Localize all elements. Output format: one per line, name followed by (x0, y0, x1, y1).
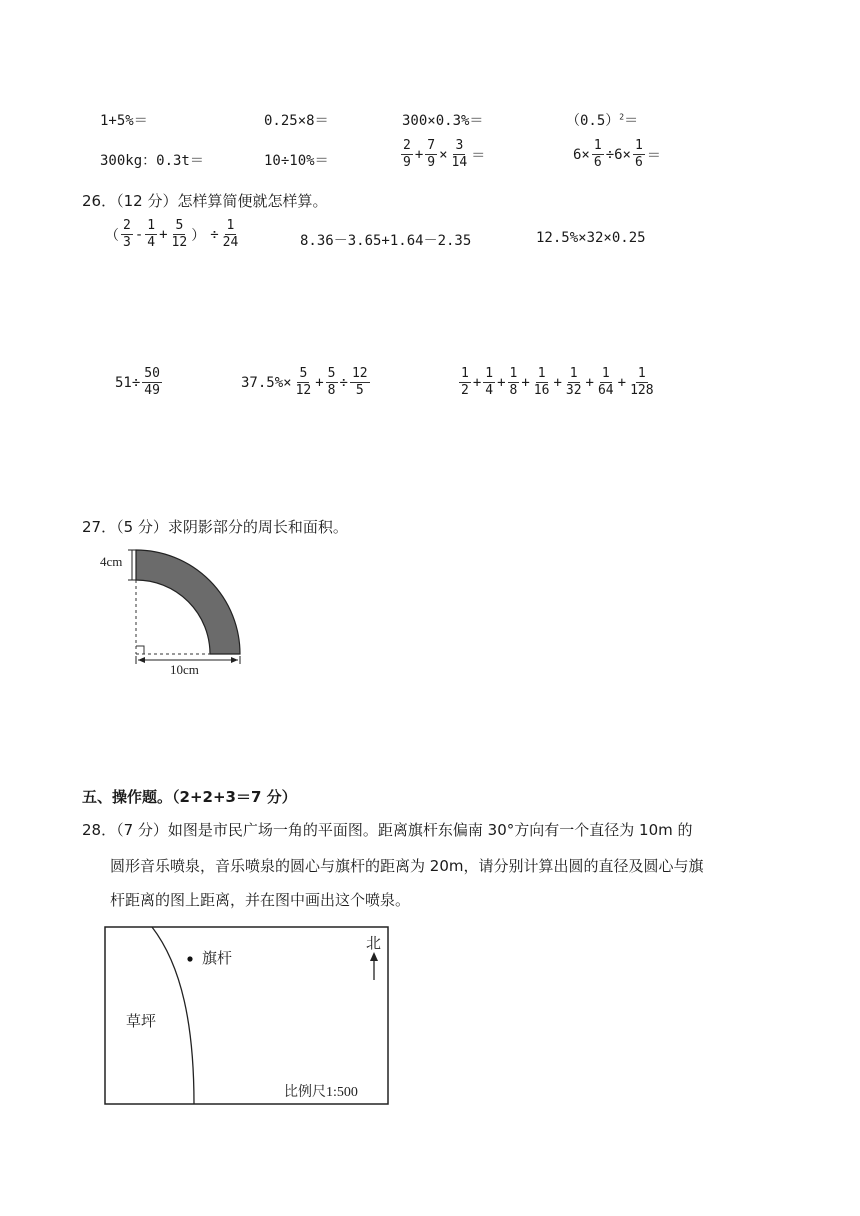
numerator: 1 (601, 366, 610, 381)
shaded-ring-figure (98, 544, 248, 676)
denominator: 49 (144, 383, 160, 398)
flagpole-dot-icon (187, 956, 192, 961)
denominator: 9 (403, 155, 411, 170)
plaza-map (104, 926, 390, 1106)
numerator: 1 (509, 366, 518, 381)
numerator: 1 (226, 218, 235, 233)
denominator: 8 (509, 383, 518, 398)
arrow-right-icon (231, 657, 238, 663)
q26-calc-3: 12.5%×32×0.25 (536, 230, 646, 246)
numerator: 12 (351, 366, 368, 381)
numerator: 7 (427, 138, 436, 153)
fraction (564, 367, 584, 398)
calc-2-3 (400, 139, 486, 170)
fraction (142, 367, 162, 398)
fraction (326, 367, 338, 398)
numerator: 1 (537, 366, 546, 381)
plus-sign: + (617, 374, 627, 391)
denominator: 12 (171, 235, 188, 250)
plus-sign: + (414, 146, 424, 163)
operator-text: 51÷ (115, 374, 141, 391)
fraction (121, 219, 133, 250)
plus-sign: + (472, 374, 482, 391)
operator-text: 6× (573, 146, 590, 163)
divide-sign: ÷ (210, 226, 219, 243)
fraction (532, 367, 552, 398)
q26-calc-2: 8.36－3.65+1.64－2.35 (300, 233, 472, 249)
calc-1-4-base: （0.5） (566, 113, 620, 129)
numerator: 1 (637, 366, 646, 381)
numerator: 1 (485, 366, 494, 381)
calc-1-4 (566, 110, 638, 130)
operator-text: 37.5%× (241, 374, 292, 391)
divide-sign: ÷ (339, 374, 348, 391)
numerator: 1 (593, 138, 602, 153)
fraction (221, 219, 241, 250)
denominator: 6 (634, 155, 643, 170)
question-26-title: 26．（12 分）怎样算简便就怎样算。 (82, 192, 328, 210)
calc-1-4-exponent: 2 (619, 112, 625, 122)
calc-2-1: 300kg：0.3t＝ (100, 153, 204, 169)
calc-2-4 (572, 139, 662, 170)
numerator: 1 (147, 218, 156, 233)
fraction (145, 219, 157, 250)
plus-sign: + (315, 374, 324, 391)
fraction (170, 219, 190, 250)
q26-calc-1 (104, 219, 241, 250)
equals-sign: ＝ (471, 147, 486, 164)
plus-sign: + (553, 374, 562, 391)
fraction (633, 139, 645, 170)
section-5-heading: 五、操作题。（2+2+3＝7 分） (82, 788, 297, 806)
fraction (450, 139, 470, 170)
operator-text: ÷6× (605, 146, 631, 163)
denominator: 128 (630, 383, 654, 398)
denominator: 2 (461, 383, 469, 398)
numerator: 2 (403, 138, 411, 153)
denominator: 3 (123, 235, 131, 250)
plus-sign: + (159, 226, 168, 243)
open-paren: （ (105, 227, 119, 244)
denominator: 5 (355, 383, 364, 398)
denominator: 4 (485, 383, 494, 398)
numerator: 3 (455, 138, 464, 153)
denominator: 6 (593, 155, 602, 170)
question-27-title: 27．（5 分）求阴影部分的周长和面积。 (82, 518, 348, 536)
calc-1-3: 300×0.3%＝ (402, 113, 484, 129)
close-paren: ） (191, 227, 206, 244)
fraction (425, 139, 437, 170)
lawn-label: 草坪 (126, 1014, 157, 1030)
numerator: 5 (175, 218, 184, 233)
calc-1-4-equals: ＝ (624, 113, 639, 129)
denominator: 16 (533, 383, 550, 398)
calc-2-2: 10÷10%＝ (264, 153, 329, 169)
numerator: 1 (569, 366, 578, 381)
question-28-line-1: 28．（7 分）如图是市民广场一角的平面图。距离旗杆东偏南 30°方向有一个直径为 10m 的 (82, 821, 693, 839)
shaded-region (136, 550, 240, 654)
numerator: 1 (634, 138, 643, 153)
fraction (592, 139, 604, 170)
q26-calc-6 (458, 367, 657, 398)
width-label: 4cm (100, 554, 123, 569)
denominator: 9 (427, 155, 436, 170)
fraction (508, 367, 520, 398)
fraction (401, 139, 413, 170)
denominator: 32 (565, 383, 582, 398)
plus-sign: + (497, 374, 506, 391)
plus-sign: + (585, 374, 594, 391)
equals-sign: ＝ (646, 147, 661, 164)
arrow-left-icon (138, 657, 145, 663)
fraction (628, 367, 655, 398)
question-28-line-2: 圆形音乐喷泉，音乐喷泉的圆心与旗杆的距离为 20m，请分别计算出圆的直径及圆心与旗 (110, 857, 704, 875)
fraction (483, 367, 495, 398)
fraction (459, 367, 471, 398)
radius-label: 10cm (170, 662, 199, 676)
numerator: 5 (299, 366, 308, 381)
times-sign: × (439, 146, 448, 163)
scale-label: 比例尺1:500 (284, 1085, 358, 1100)
numerator: 50 (144, 366, 160, 381)
calc-1-1: 1+5%＝ (100, 113, 148, 129)
q26-calc-5 (240, 367, 371, 398)
denominator: 24 (222, 235, 239, 250)
north-label: 北 (366, 936, 382, 952)
fraction (350, 367, 370, 398)
denominator: 14 (451, 155, 468, 170)
numerator: 1 (461, 366, 469, 381)
q26-calc-4 (114, 367, 163, 398)
question-28-line-3: 杆距离的图上距离，并在图中画出这个喷泉。 (110, 891, 411, 909)
denominator: 12 (295, 383, 312, 398)
fraction (596, 367, 616, 398)
numerator: 5 (327, 366, 336, 381)
numerator: 2 (123, 218, 131, 233)
flagpole-label: 旗杆 (202, 951, 233, 967)
fraction (294, 367, 314, 398)
calc-1-2: 0.25×8＝ (264, 113, 329, 129)
minus-sign: - (134, 226, 144, 243)
denominator: 8 (327, 383, 336, 398)
denominator: 4 (147, 235, 156, 250)
plus-sign: + (521, 374, 530, 391)
right-angle-mark (136, 646, 144, 654)
denominator: 64 (597, 383, 614, 398)
